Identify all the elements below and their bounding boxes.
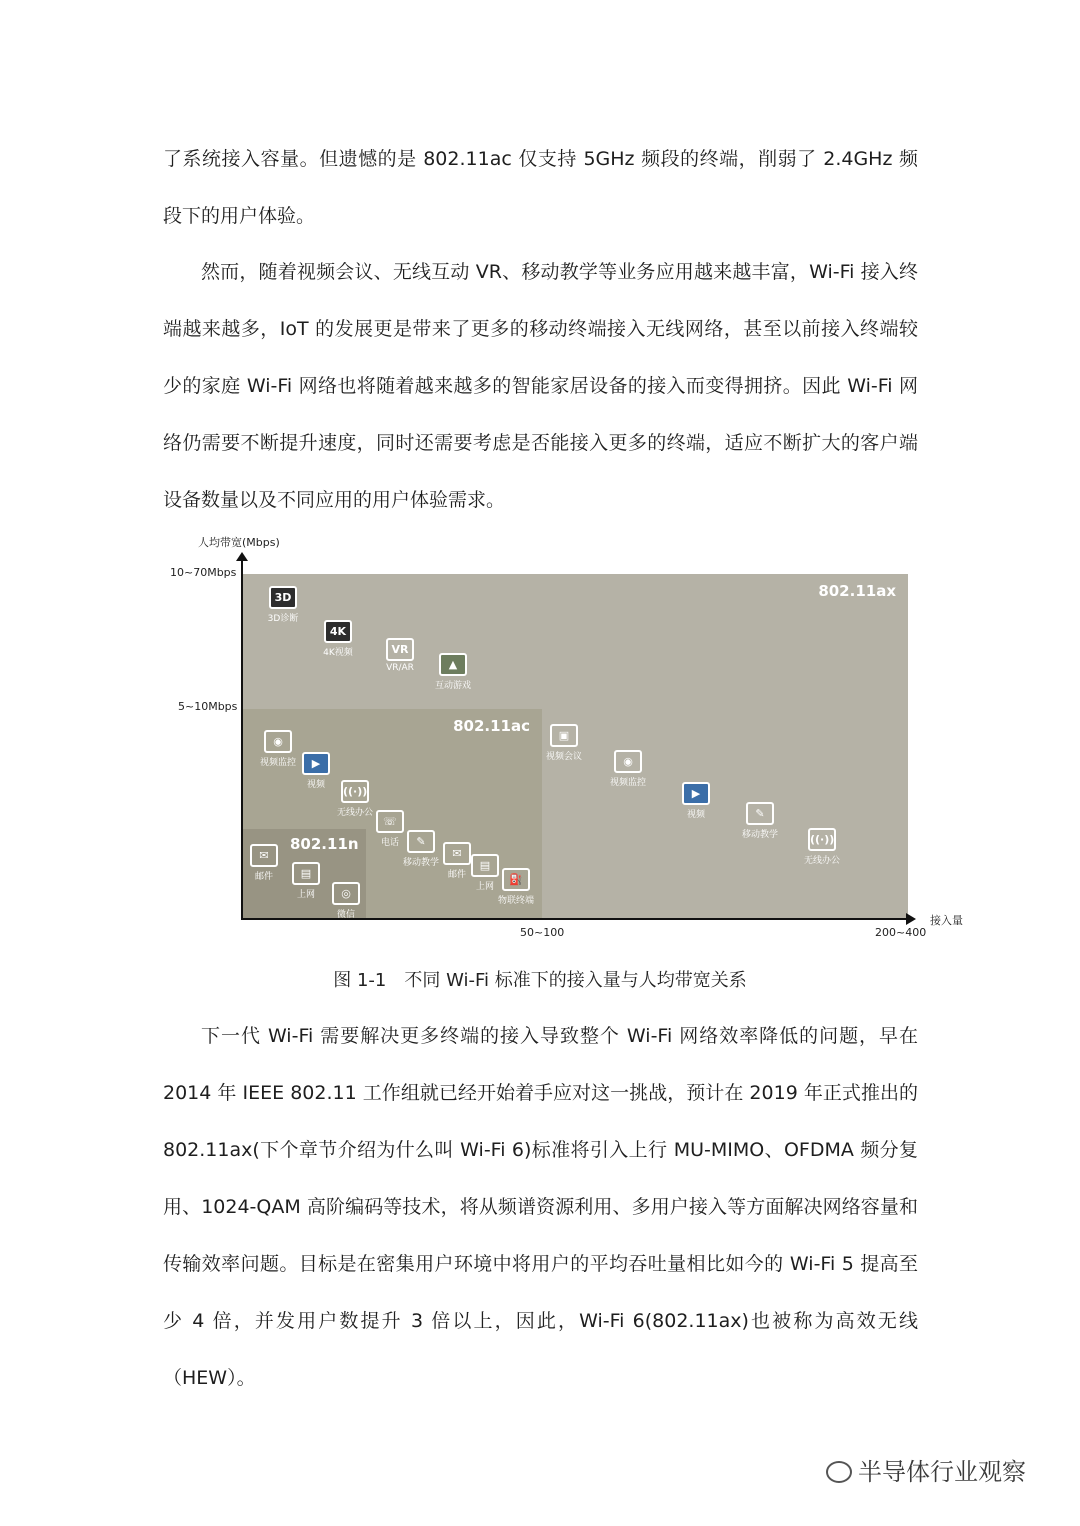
- game-picture-icon: ▲: [439, 653, 467, 676]
- device-label: 视频会议: [545, 752, 582, 762]
- device-label: 4K视频: [323, 648, 353, 658]
- video-monitor-icon: ▶: [682, 782, 710, 805]
- device-wireless-office: [787, 828, 857, 866]
- 3d-glasses-icon: 3D: [269, 586, 297, 609]
- device-label: 无线办公: [803, 856, 840, 866]
- x-tick-mid: 50~100: [520, 926, 565, 939]
- x-tick-high: 200~400: [875, 926, 927, 939]
- y-axis-title: 人均带宽(Mbps): [198, 536, 280, 549]
- device-3d-diagnosis: [248, 586, 318, 624]
- laptop-wifi-icon: ((·)): [808, 828, 836, 851]
- device-label: VR/AR: [386, 663, 414, 673]
- device-label: 邮件: [447, 870, 466, 880]
- watermark-text: 半导体行业观察: [858, 1458, 1026, 1486]
- device-label: 3D诊断: [267, 614, 299, 624]
- conference-terminal-icon: ▣: [550, 724, 578, 747]
- video-monitor-icon: ▶: [302, 752, 330, 775]
- web-page-icon: ▤: [292, 862, 320, 885]
- web-page-icon: ▤: [471, 854, 499, 877]
- zone-label-ax: 802.11ax: [818, 582, 896, 600]
- phone-icon: ☏: [376, 810, 404, 833]
- device-label: 移动教学: [741, 830, 778, 840]
- watermark: [826, 1452, 1026, 1487]
- wifi-standards-figure: [160, 528, 980, 948]
- camera-icon: ◉: [614, 750, 642, 773]
- zone-label-ac: 802.11ac: [453, 717, 530, 735]
- figure-caption: 图 1-1 不同 Wi-Fi 标准下的接入量与人均带宽关系: [333, 970, 747, 991]
- x-axis-title: 接入量: [930, 914, 963, 927]
- x-axis-arrow: [906, 913, 916, 925]
- device-label: 物联终端: [497, 896, 534, 906]
- device-label: 无线办公: [336, 808, 373, 818]
- device-label: 上网: [475, 882, 494, 892]
- iot-pump-icon: ⛽: [502, 868, 530, 891]
- wechat-icon: ◎: [332, 882, 360, 905]
- device-label: 上网: [296, 890, 315, 900]
- y-axis-arrow: [236, 552, 248, 561]
- mail-icon: ✉: [250, 844, 278, 867]
- zone-label-n: 802.11n: [290, 835, 359, 853]
- device-label: 互动游戏: [434, 681, 471, 691]
- 4k-monitor-icon: 4K: [324, 620, 352, 643]
- device-wechat: [311, 882, 381, 920]
- paragraph-1: 了系统接入容量。但遗憾的是 802.11ac 仅支持 5GHz 频段的终端，削弱了 2.4GHz 频段下的用户体验。: [163, 148, 918, 227]
- tablet-pen-icon: ✎: [746, 802, 774, 825]
- tablet-pen-icon: ✎: [407, 830, 435, 853]
- device-label: 移动教学: [402, 858, 439, 868]
- paragraph-3: 下一代 Wi-Fi 需要解决更多终端的接入导致整个 Wi-Fi 网络效率降低的问题，早在 2014 年 IEEE 802.11 工作组就已经开始着手应对这一挑战，预计在 2019 年正式推出的 802.11ax(下个章节介绍为什么叫 Wi-Fi 6)标准将引入上行 MU-MIMO、OFDMA 频分复用、1024-QAM 高阶编码等技术，将从频谱资源利用、多用户接入等方面解决网络容量和传输效率问题。目标是在密集用户环境中将用户的平均吞吐量相比如今的 Wi-Fi 5 提高至少 4 倍，并发用户数提升 3 倍以上，因此，Wi-Fi 6(802.11ax)也被称为高效无线（HEW）。: [163, 1025, 918, 1389]
- device-interactive-game: [418, 653, 488, 691]
- device-iot-terminal: [481, 868, 551, 906]
- device-video-conference: [529, 724, 599, 762]
- device-label: 电话: [380, 838, 399, 848]
- wechat-logo-icon: [826, 1461, 852, 1483]
- camera-icon: ◉: [264, 730, 292, 753]
- device-4k-video: [303, 620, 373, 658]
- device-label: 视频监控: [609, 778, 646, 788]
- y-tick-high: 10~70Mbps: [170, 566, 237, 579]
- device-label: 视频: [306, 780, 325, 790]
- laptop-wifi-icon: ((·)): [341, 780, 369, 803]
- y-tick-mid: 5~10Mbps: [178, 700, 238, 713]
- device-label: 视频监控: [259, 758, 296, 768]
- device-label: 视频: [686, 810, 705, 820]
- mail-icon: ✉: [443, 842, 471, 865]
- device-video: [661, 782, 731, 820]
- device-label: 微信: [336, 910, 355, 920]
- vr-headset-icon: VR: [386, 638, 414, 661]
- device-label: 邮件: [254, 872, 273, 882]
- device-video-surveillance: [593, 750, 663, 788]
- device-mobile-teaching: [725, 802, 795, 840]
- paragraph-2: 然而，随着视频会议、无线互动 VR、移动教学等业务应用越来越丰富，Wi-Fi 接入终端越来越多，IoT 的发展更是带来了更多的移动终端接入无线网络，甚至以前接入终端较少的家庭 Wi-Fi 网络也将随着越来越多的智能家居设备的接入而变得拥挤。因此 Wi-Fi 网络仍需要不断提升速度，同时还需要考虑是否能接入更多的终端，适应不断扩大的客户端设备数量以及不同应用的用户体验需求。: [163, 261, 918, 511]
